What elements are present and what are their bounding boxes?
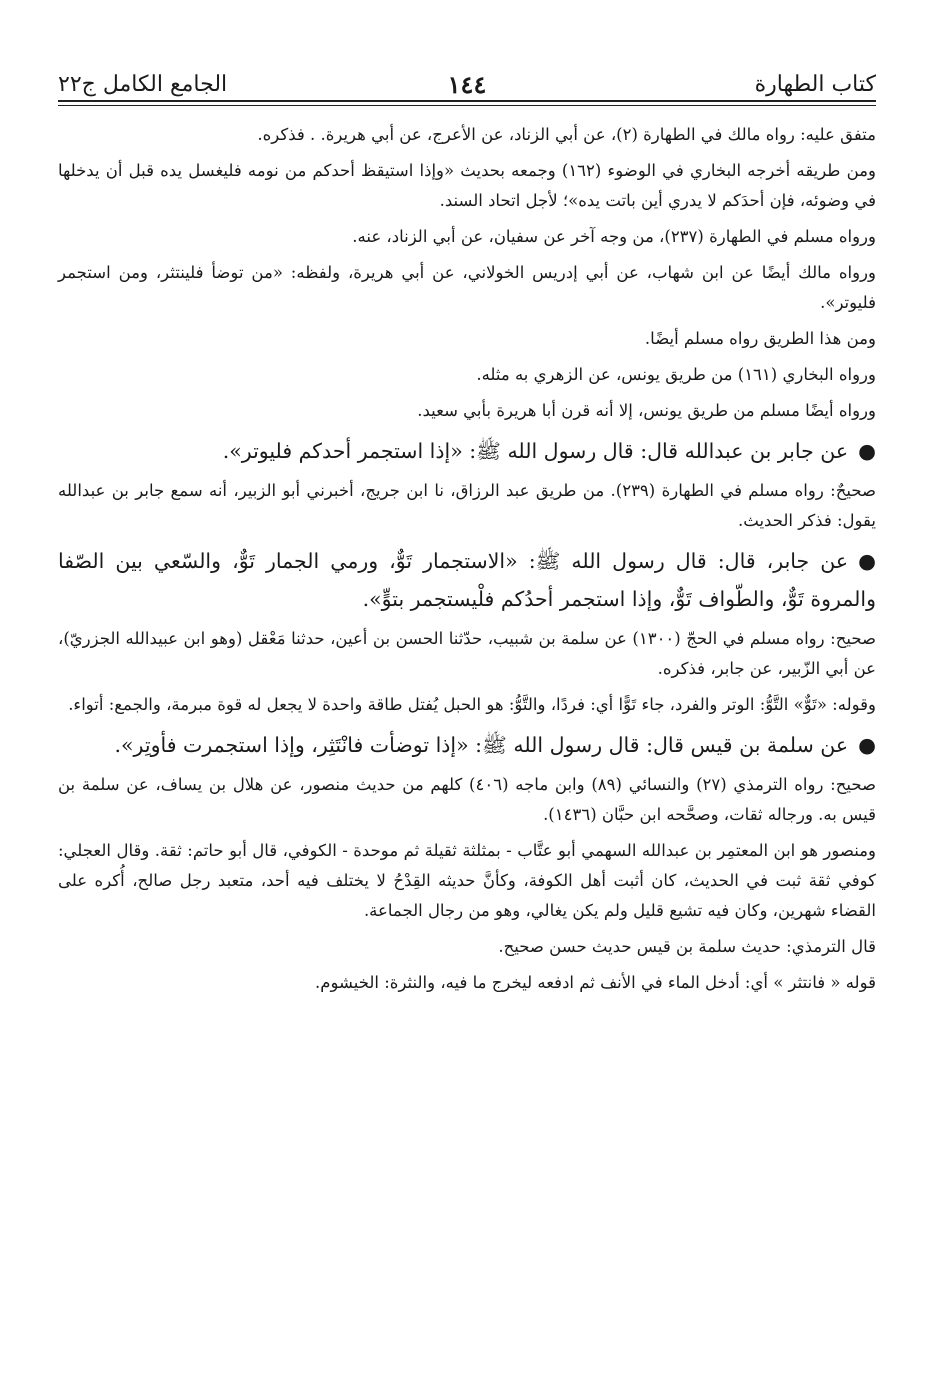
- paragraph-text: ومن طريقه أخرجه البخاري في الوضوء (١٦٢) وجمعه بحديث «وإذا استيقظ أحدكم من نومه فليغسل يده قبل أن يدخلها في وضوئه، فإن أحدَكم لا يدري أين باتت يده»؛ لأجل اتحاد السند.: [58, 161, 876, 210]
- commentary-paragraph: [58, 968, 876, 998]
- bullet-icon: ●: [858, 439, 876, 463]
- paragraph-text: ورواه مسلم في الطهارة (٢٣٧)، من وجه آخر عن سفيان، عن أبي الزناد، عنه.: [352, 227, 876, 246]
- header-rule-thick: [58, 100, 876, 102]
- paragraph-text: ومنصور هو ابن المعتمِر بن عبدالله السهمي أبو عتَّاب - بمثلثة ثقيلة ثم موحدة - الكوفي، قال أبو حاتم: ثقة. وقال العجلي: كوفي ثقة ثبت في الحديث، كان أثبت أهل الكوفة، وكأنَّ حديثه القِدْحُ لا يختلف فيه أحد، متعبد رجل صالح، أُكره على القضاء شهرين، وكان فيه تشيع قليل ولم يكن يغالي، وهو من رجال الجماعة.: [58, 841, 876, 920]
- paragraph-text: ومن هذا الطريق رواه مسلم أيضًا.: [644, 329, 876, 348]
- paragraph-text: متفق عليه: رواه مالك في الطهارة (٢)، عن أبي الزناد، عن الأعرج، عن أبي هريرة. . فذكره.: [257, 125, 876, 144]
- commentary-paragraph: [58, 836, 876, 926]
- commentary-paragraph: [58, 120, 876, 150]
- paragraph-text: عن جابر، قال: قال رسول الله ﷺ: «الاستجمار تَوٌّ، ورمي الجمار تَوٌّ، والسّعي بين الصّفا والمروة تَوٌّ، والطّواف تَوٌّ، وإذا استجمر أحدُكم فلْيستجمر بتوٍّ».: [58, 549, 876, 611]
- hadith-paragraph: [58, 726, 876, 764]
- hadith-paragraph: [58, 432, 876, 470]
- commentary-paragraph: [58, 476, 876, 536]
- chapter-title: كتاب الطهارة: [754, 72, 876, 97]
- paragraph-text: عن سلمة بن قيس قال: قال رسول الله ﷺ: «إذا توضأت فانْتَثِر، وإذا استجمرت فأوتِر».: [114, 733, 849, 757]
- bullet-icon: ●: [858, 733, 876, 757]
- page-body: [58, 120, 876, 998]
- commentary-paragraph: [58, 624, 876, 684]
- paragraph-text: عن جابر بن عبدالله قال: قال رسول الله ﷺ: «إذا استجمر أحدكم فليوتر».: [222, 439, 849, 463]
- commentary-paragraph: [58, 360, 876, 390]
- commentary-paragraph: [58, 770, 876, 830]
- paragraph-text: صحيح: رواه مسلم في الحجّ (١٣٠٠) عن سلمة بن شبيب، حدّثنا الحسن بن أعين، حدثنا مَعْقل (وهو ابن عبيدالله الجزريّ)، عن أبي الزّبير، عن جابر، فذكره.: [58, 629, 877, 678]
- paragraph-text: ورواه أيضًا مسلم من طريق يونس، إلا أنه قرن أبا هريرة بأبي سعيد.: [417, 401, 876, 420]
- paragraph-text: صحيح: رواه الترمذي (٢٧) والنسائي (٨٩) وابن ماجه (٤٠٦) كلهم من حديث منصور، عن هلال بن يساف، عن سلمة بن قيس به. ورجاله ثقات، وصحَّحه ابن حبَّان (١٤٣٦).: [58, 775, 877, 824]
- commentary-paragraph: [58, 156, 876, 216]
- commentary-paragraph: [58, 222, 876, 252]
- commentary-paragraph: [58, 396, 876, 426]
- header-rule-thin: [58, 105, 876, 106]
- commentary-paragraph: [58, 690, 876, 720]
- paragraph-text: صحيحٌ: رواه مسلم في الطهارة (٢٣٩). من طريق عبد الرزاق، نا ابن جريج، أخبرني أبو الزبير، أنه سمع جابر بن عبدالله يقول: فذكر الحديث.: [58, 481, 876, 530]
- commentary-paragraph: [58, 258, 876, 318]
- paragraph-text: وقوله: «تَوٌّ» التَّوُّ: الوتر والفرد، جاء تَوًّا أي: فردًا، والتَّوُّ: هو الحبل يُفتل طاقة واحدة لا يجعل له قوة مبرمة، والجمع: أتواء.: [68, 695, 876, 714]
- book-title: الجامع الكامل ج٢٢: [58, 72, 228, 97]
- commentary-paragraph: [58, 324, 876, 354]
- page-number: ١٤٤: [447, 70, 487, 99]
- paragraph-text: ورواه البخاري (١٦١) من طريق يونس، عن الزهري به مثله.: [476, 365, 876, 384]
- paragraph-text: قال الترمذي: حديث سلمة بن قيس حديث حسن صحيح.: [498, 937, 876, 956]
- page-header: [58, 0, 876, 100]
- hadith-paragraph: [58, 542, 876, 618]
- paragraph-text: ورواه مالك أيضًا عن ابن شهاب، عن أبي إدريس الخولاني، عن أبي هريرة، ولفظه: «من توضأ فلينتثر، ومن استجمر فليوتر».: [58, 263, 876, 312]
- paragraph-text: قوله « فانتثر » أي: أدخل الماء في الأنف ثم ادفعه ليخرج ما فيه، والنثرة: الخيشوم.: [315, 973, 876, 992]
- commentary-paragraph: [58, 932, 876, 962]
- bullet-icon: ●: [858, 549, 876, 573]
